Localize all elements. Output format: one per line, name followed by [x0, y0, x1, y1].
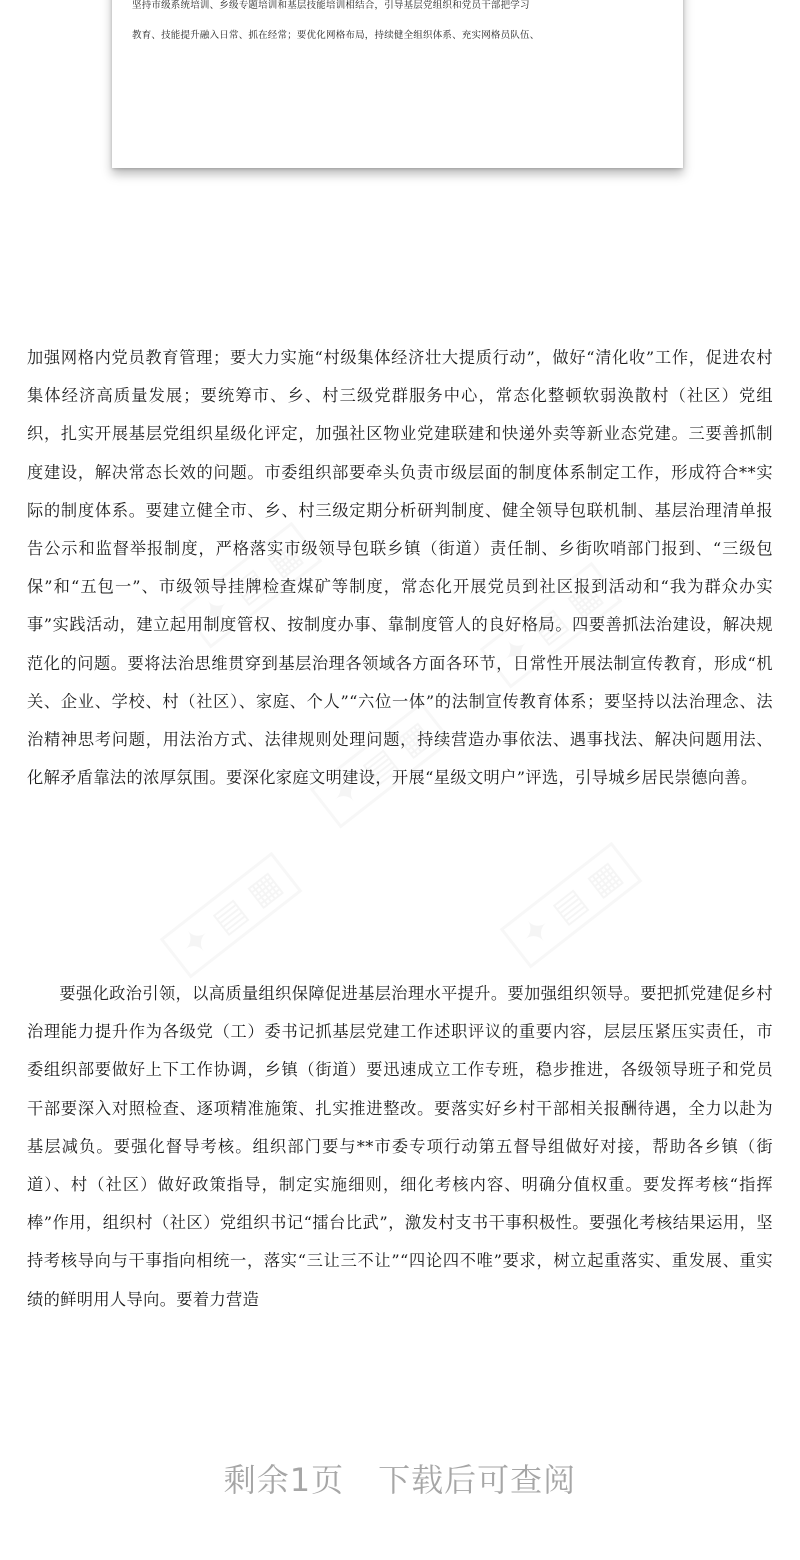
watermark-mark: ✦ ▤ ▦: [180, 521, 323, 648]
document-paragraph-1: 加强网格内党员教育管理；要大力实施“村级集体经济壮大提质行动”，做好“清化收”工作，促进农村集体经济高质量发展；要统筹市、乡、村三级党群服务中心，常态化整顿软弱涣散村（社区）党组织，扎实开展基层党组织星级化评定，加强社区物业党建联建和快递外卖等新业态党建。三要善抓制度建设，解决常态长效的问题。市委组织部要牵头负责市级层面的制度体系制定工作，形成符合**实际的制度体系。要建立健全市、乡、村三级定期分析研判制度、健全领导包联机制、基层治理清单报告公示和监督举报制度，严格落实市级领导包联乡镇（街道）责任制、乡街吹哨部门报到、“三级包保”和“五包一”、市级领导挂牌检查煤矿等制度，常态化开展党员到社区报到活动和“我为群众办实事”实践活动，建立起用制度管权、按制度办事、靠制度管人的良好格局。四要善抓法治建设，解决规范化的问题。要将法治思维贯穿到基层治理各领域各方面各环节，日常性开展法制宣传教育，形成“机关、企业、学校、村（社区）、家庭、个人”“六位一体”的法制宣传教育体系；要坚持以法治理念、法治精神思考问题，用法治方式、法律规则处理问题，持续营造办事依法、遇事找法、解决问题用法、化解矛盾靠法的浓厚氛围。要深化家庭文明建设，开展“星级文明户”评选，引导城乡居民崇德向善。: [27, 348, 773, 788]
watermark-mark: ✦ ▤ ▦: [500, 841, 643, 968]
remaining-pages-label: 剩余1页: [223, 1461, 345, 1499]
watermark-mark: ✦ ▤ ▦: [310, 701, 453, 828]
preview-line-1: 坚持市级系统培训、乡级专题培训和基层技能培训相结合，引导基层党组织和党员干部把学习: [132, 0, 530, 11]
preview-line-2: 教育、技能提升融入日常、抓在经常；要优化网格布局，持续健全组织体系、充实网格员队伍、: [132, 30, 540, 41]
preview-page-card: [112, 0, 683, 168]
download-hint-label: 下载后可查阅: [378, 1461, 577, 1499]
watermark-mark: ✦ ▤ ▦: [160, 851, 303, 978]
document-paragraph-2: 要强化政治引领，以高质量组织保障促进基层治理水平提升。要加强组织领导。要把抓党建促乡村治理能力提升作为各级党（工）委书记抓基层党建工作述职评议的重要内容，层层压紧压实责任，市委组织部要做好上下工作协调，乡镇（街道）要迅速成立工作专班，稳步推进，各级领导班子和党员干部要深入对照检查、逐项精准施策、扎实推进整改。要落实好乡村干部相关报酬待遇，全力以赴为基层减负。要强化督导考核。组织部门要与**市委专项行动第五督导组做好对接，帮助各乡镇（街道）、村（社区）做好政策指导，制定实施细则，细化考核内容、明确分值权重。要发挥考核“指挥棒”作用，组织村（社区）党组织书记“擂台比武”，激发村支书干事积极性。要强化考核结果运用，坚持考核导向与干事指向相统一，落实“三让三不让”“四论四不唯”要求，树立起重落实、重发展、重实绩的鲜明用人导向。要着力营造: [27, 984, 773, 1309]
remaining-pages-banner[interactable]: [0, 1455, 800, 1501]
watermark-mark: ✦ ▤ ▦: [480, 561, 623, 688]
